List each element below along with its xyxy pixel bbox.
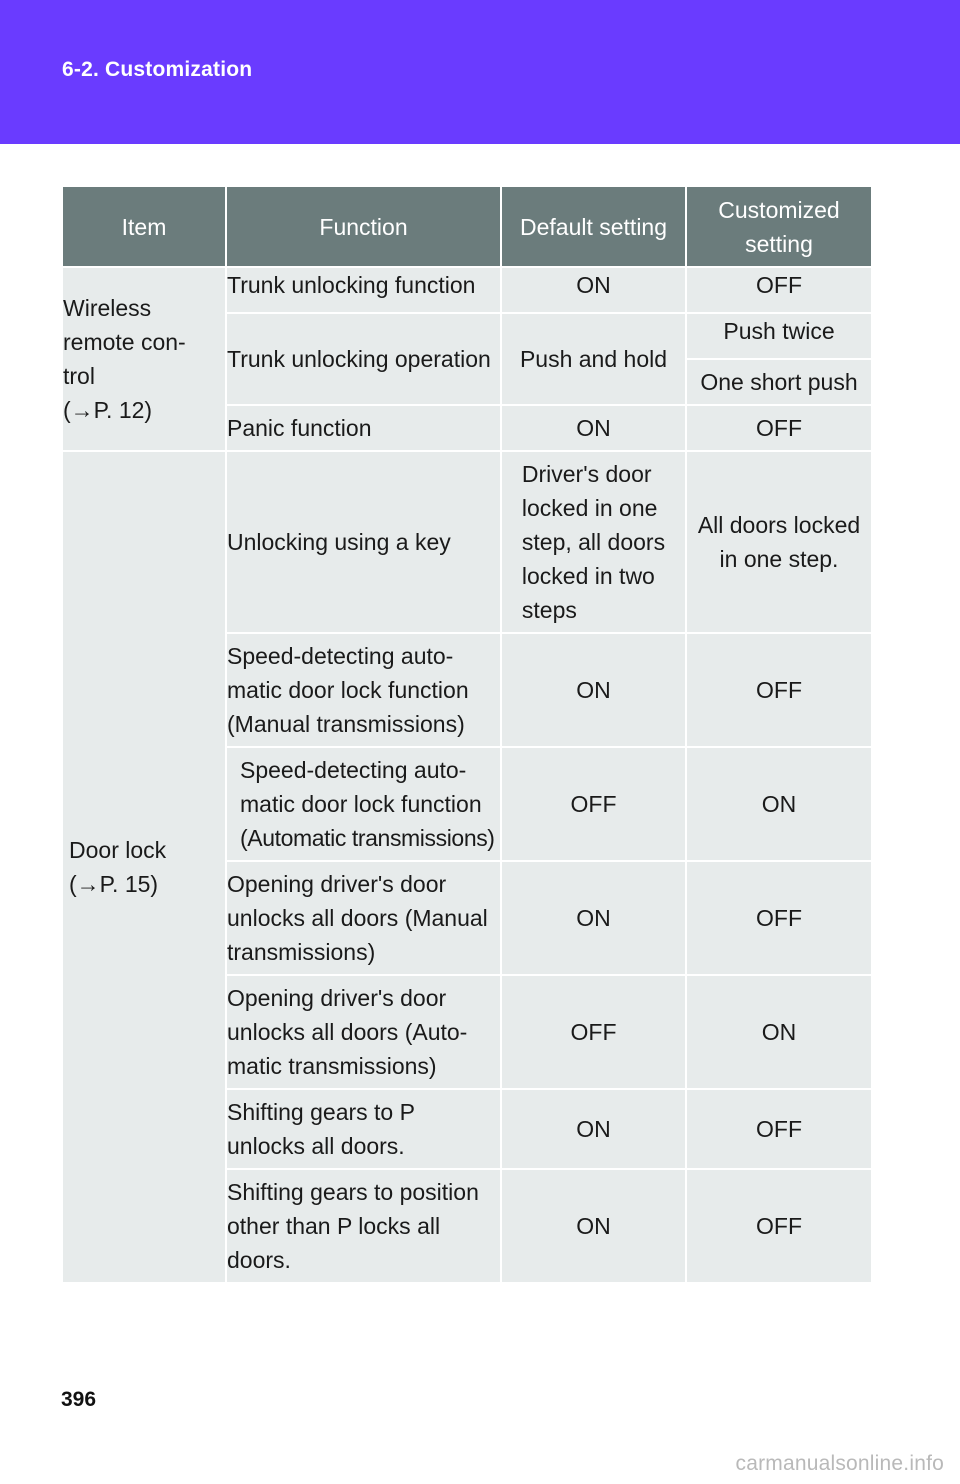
default-line: locked in one: [521, 495, 658, 521]
function-line: Opening driver's door: [227, 985, 447, 1011]
function-line: Shifting gears to P: [227, 1099, 415, 1125]
custom-line: in one step.: [719, 546, 839, 572]
function-line: Speed-detecting auto-: [227, 643, 454, 669]
default-line: steps: [521, 597, 577, 623]
customized-setting-cell: [686, 451, 872, 633]
item-cell-door-lock: [62, 451, 226, 1283]
custom-line: All doors locked: [697, 512, 861, 538]
page-number: 396: [61, 1388, 97, 1411]
column-header-function: Function: [226, 186, 501, 267]
column-header-customized-setting: Customized setting: [686, 186, 872, 267]
function-cell: [226, 861, 501, 975]
customized-setting-cell: Push twice: [686, 313, 872, 359]
section-title: 6-2. Customization: [62, 58, 253, 81]
function-line: transmissions): [227, 939, 376, 965]
function-line: unlocks all doors.: [227, 1133, 405, 1159]
page-reference: (→P. 12): [63, 397, 153, 423]
function-cell: [226, 747, 501, 861]
item-line: Wireless: [63, 295, 152, 321]
default-setting-cell: [501, 451, 686, 633]
function-cell: [226, 1089, 501, 1169]
customized-setting-cell: ON: [686, 975, 872, 1089]
default-setting-cell: ON: [501, 267, 686, 313]
customization-table: [61, 185, 873, 1284]
customized-setting-cell: OFF: [686, 1089, 872, 1169]
customized-setting-cell: OFF: [686, 405, 872, 451]
function-line: matic door lock function: [227, 677, 469, 703]
page-reference: (→P. 15): [69, 871, 159, 897]
function-line: Shifting gears to position: [227, 1179, 479, 1205]
default-setting-cell: ON: [501, 405, 686, 451]
function-cell: Panic function: [226, 405, 501, 451]
default-line: locked in two: [521, 563, 655, 589]
function-line: matic door lock function: [240, 791, 482, 817]
table-header-row: [62, 186, 872, 267]
default-setting-text: [522, 457, 665, 627]
function-cell: Trunk unlocking function: [226, 267, 501, 313]
function-cell: [226, 1169, 501, 1283]
customized-setting-cell: OFF: [686, 633, 872, 747]
customized-setting-cell: One short push: [686, 359, 872, 405]
item-line: remote con-: [63, 329, 186, 355]
item-line: Door lock: [69, 837, 167, 863]
watermark: carmanualsonline.info: [735, 1452, 944, 1475]
function-line: doors.: [227, 1247, 291, 1273]
default-setting-cell: OFF: [501, 975, 686, 1089]
default-line: Driver's door: [521, 461, 652, 487]
function-cell: [226, 633, 501, 747]
function-line: Speed-detecting auto-: [240, 757, 467, 783]
default-setting-cell: ON: [501, 861, 686, 975]
function-line: Unlocking using a key: [227, 529, 451, 555]
function-line: unlocks all doors (Auto-: [227, 1019, 468, 1045]
function-line: (Manual transmissions): [227, 711, 465, 737]
customized-setting-cell: ON: [686, 747, 872, 861]
default-setting-cell: ON: [501, 1169, 686, 1283]
default-line: step, all doors: [521, 529, 666, 555]
function-line: matic transmissions): [227, 1053, 437, 1079]
default-setting-cell: ON: [501, 1089, 686, 1169]
function-cell: [226, 975, 501, 1089]
item-line: trol: [63, 363, 95, 389]
function-line: (Automatic transmissions): [240, 825, 495, 851]
function-cell: [226, 451, 501, 633]
customized-setting-cell: OFF: [686, 861, 872, 975]
customized-setting-cell: OFF: [686, 267, 872, 313]
function-cell: Trunk unlocking operation: [226, 313, 501, 405]
function-line: other than P locks all: [227, 1213, 441, 1239]
item-cell-wireless-remote: [62, 267, 226, 451]
column-header-item: Item: [62, 186, 226, 267]
function-line: Opening driver's door: [227, 871, 447, 897]
function-line: unlocks all doors (Manual: [227, 905, 488, 931]
column-header-default-setting: Default setting: [501, 186, 686, 267]
table-row: [62, 451, 872, 633]
table-row: [62, 267, 872, 313]
default-setting-cell: Push and hold: [501, 313, 686, 405]
customized-setting-cell: OFF: [686, 1169, 872, 1283]
page-header-band: [0, 0, 960, 144]
default-setting-cell: OFF: [501, 747, 686, 861]
default-setting-cell: ON: [501, 633, 686, 747]
